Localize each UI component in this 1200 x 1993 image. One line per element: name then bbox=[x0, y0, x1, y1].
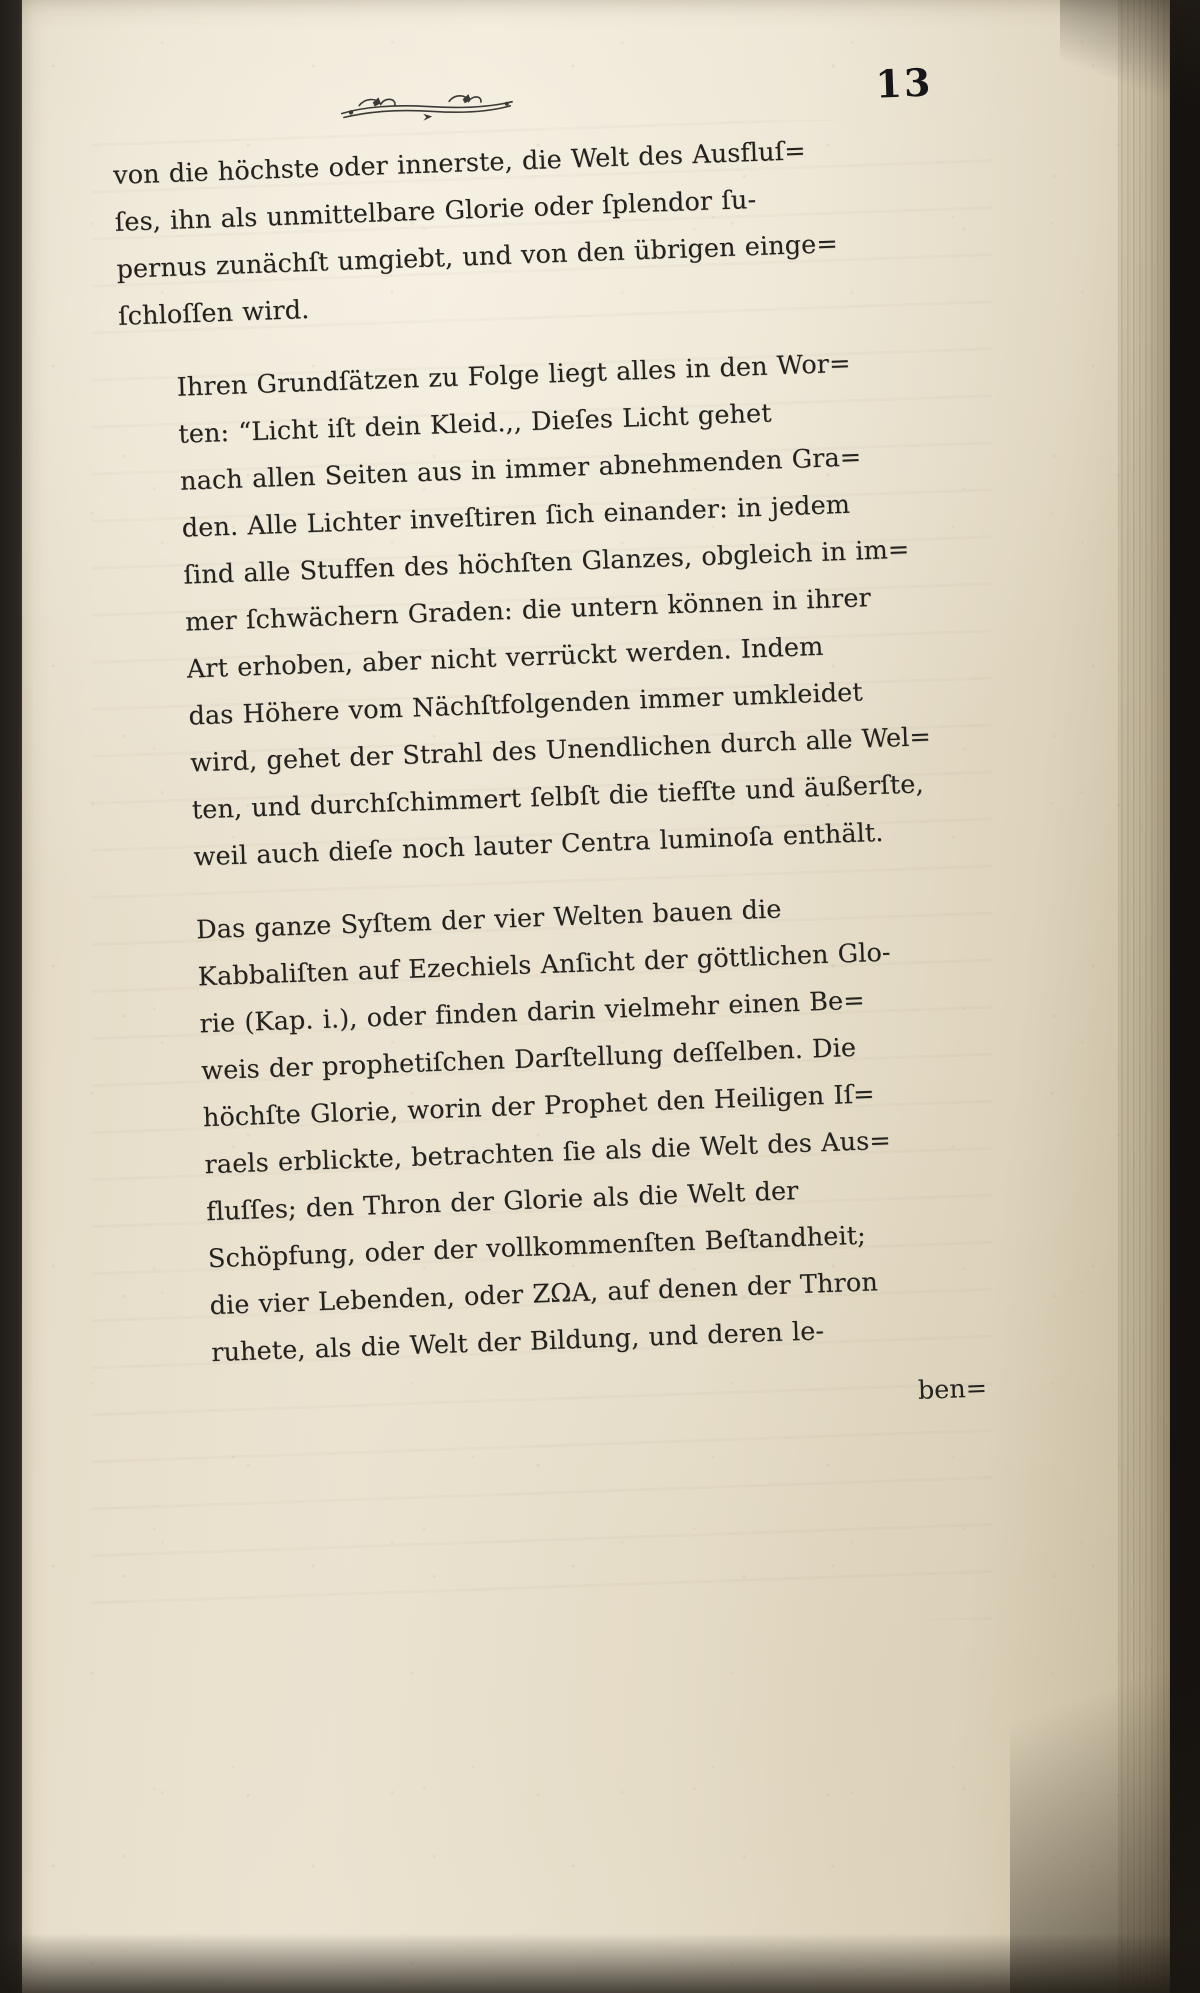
catchword: ben= bbox=[917, 1373, 988, 1406]
text-line: Kabbaliſten auf Ezechiels Anſicht der göttlichen Glo- bbox=[197, 937, 892, 993]
text-line: ten: “Licht iſt dein Kleid.,, Dieſes Licht gehet bbox=[177, 398, 773, 450]
text-line: ſes, ihn als unmittelbare Glorie oder ſplendor ſu- bbox=[114, 184, 757, 238]
text-line: höchſte Glorie, worin der Prophet den Heiligen Iſ= bbox=[202, 1079, 876, 1134]
paragraph bbox=[112, 123, 948, 341]
paragraph bbox=[139, 880, 985, 1379]
text-line: ruhete, als die Welt der Bildung, und deren le- bbox=[210, 1316, 825, 1369]
book-fore-edge bbox=[1118, 0, 1170, 1993]
text-line: rie (Kap. i.), oder finden darin vielmehr einen Be= bbox=[199, 985, 866, 1040]
paper-leaf bbox=[22, 0, 1170, 1993]
text-line: die vier Lebenden, oder ZΩA, auf denen der Thron bbox=[209, 1267, 879, 1322]
text-line: ſchloſſen wird. bbox=[117, 294, 310, 332]
text-line: mer ſchwächern Graden: die untern können in ihrer bbox=[184, 583, 872, 638]
text-line: von die höchste oder innerste, die Welt des Ausfluſ= bbox=[112, 136, 807, 191]
page-number: 13 bbox=[874, 59, 934, 107]
text-line: Ihren Grundſätzen zu Folge liegt alles in den Wor= bbox=[176, 348, 852, 403]
floral-rule-ornament-icon bbox=[336, 88, 517, 128]
text-line: ten, und durchſchimmert ſelbſt die tiefſte und äußerſte, bbox=[191, 769, 925, 826]
text-line: fluſſes; den Thron der Glorie als die Welt der bbox=[205, 1176, 799, 1228]
text-line: das Höhere vom Nächſtfolgenden immer umkleidet bbox=[188, 677, 864, 732]
text-line: nach allen Seiten aus in immer abnehmenden Gra= bbox=[179, 442, 862, 497]
text-line: den. Alle Lichter inveſtiren ſich einander: in jedem bbox=[181, 489, 851, 544]
text-line: weil auch dieſe noch lauter Centra luminoſa enthält. bbox=[193, 817, 884, 873]
paragraph bbox=[120, 337, 968, 883]
text-line: Schöpfung, oder der vollkommenſten Beſtandheit; bbox=[207, 1220, 867, 1275]
text-block bbox=[110, 59, 988, 1442]
text-line: pernus zunächſt umgiebt, und von den übrigen einge= bbox=[115, 229, 839, 285]
text-line: raels erblickte, betrachten ſie als die Welt des Aus= bbox=[204, 1125, 892, 1181]
text-line: weis der prophetiſchen Darſtellung deſſelben. Die bbox=[200, 1032, 857, 1087]
text-line: wird, gehet der Strahl des Unendlichen durch alle Wel= bbox=[189, 722, 932, 779]
text-line: Das ganze Syſtem der vier Welten bauen die bbox=[195, 894, 782, 946]
text-line: ſind alle Stuffen des höchſten Glanzes, obgleich in im= bbox=[182, 534, 910, 591]
text-line: Art erhoben, aber nicht verrückt werden. Indem bbox=[186, 631, 824, 685]
